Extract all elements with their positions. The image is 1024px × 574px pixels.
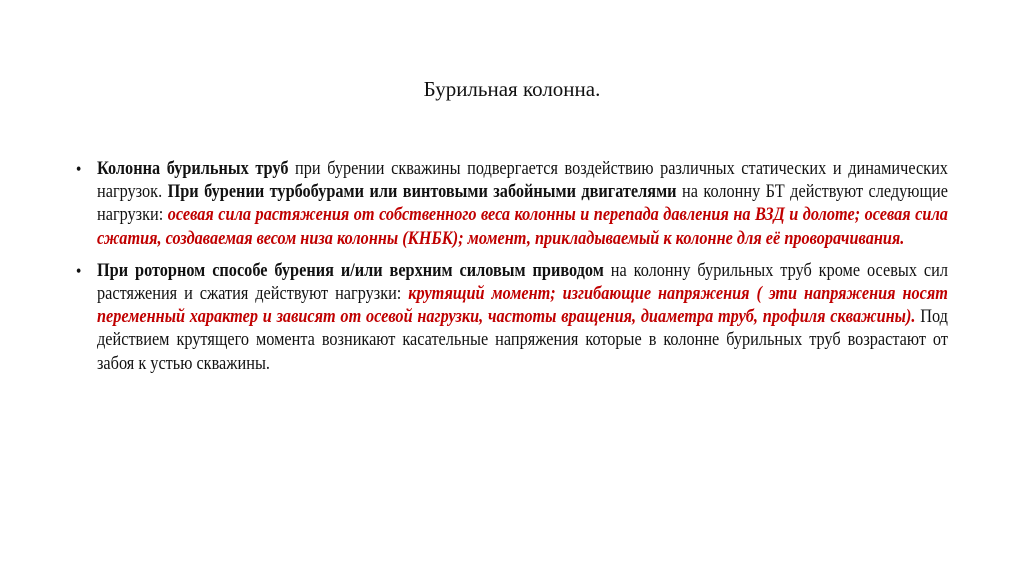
- bullet-item: [75, 158, 948, 251]
- bold-text: Колонна бурильных труб: [97, 159, 289, 179]
- bullet-item: [75, 260, 948, 376]
- slide-title: Бурильная колонна.: [423, 77, 601, 101]
- bullet-icon: •: [75, 159, 82, 179]
- body-text: при бурении скважины подвергается воздействию различных статических и динамических нагрузок.: [97, 159, 948, 203]
- body-text: на колонну БТ действуют следующие нагрузки:: [97, 182, 948, 226]
- bullet-icon: •: [75, 260, 82, 281]
- body-text: Под действием крутящего момента возникают касательные напряжения которые в колонне бурильных труб возрастают от забоя к устью скважины.: [97, 307, 948, 374]
- bold-text: При роторном способе бурения и/или верхним силовым приводом: [97, 260, 604, 281]
- bold-text: При бурении турбобурами или винтовыми забойными двигателями: [167, 182, 677, 203]
- highlight-text: осевая сила растяжения от собственного веса колонны и перепада давления на ВЗД и долоте; осевая сила сжатия, создаваемая весом низа колонны (КНБК); момент, прикладываемый к колонне для её проворачивания.: [97, 205, 948, 249]
- bullet-list: [75, 158, 948, 385]
- highlight-text: крутящий момент; изгибающие напряжения ( эти напряжения носят переменный характер и зависят от осевой нагрузки, частоты вращения, диаметра труб, профиля скважины).: [97, 284, 948, 328]
- body-text: на колонну бурильных труб кроме осевых сил растяжения и сжатия действуют нагрузки:: [97, 260, 948, 305]
